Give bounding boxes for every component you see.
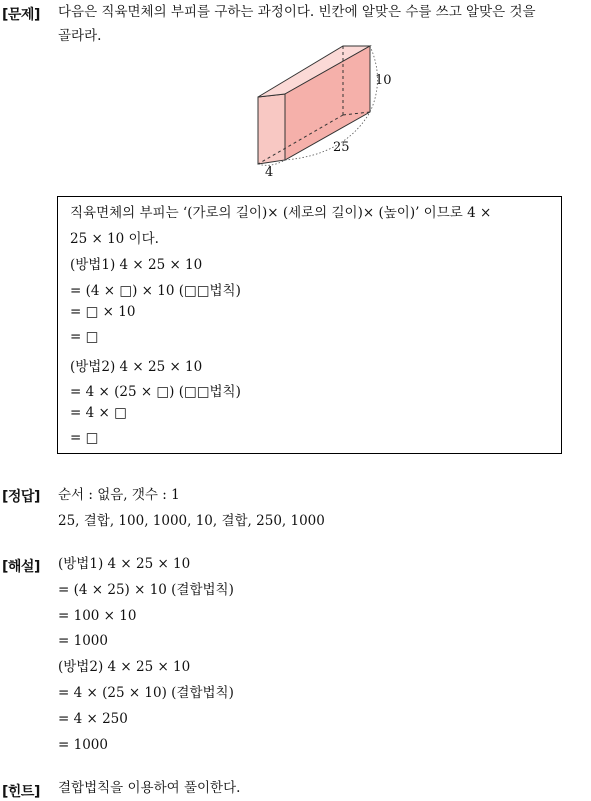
explanation-line: = 1000 xyxy=(58,737,108,753)
explanation-line: = (4 × 25) × 10 (결합법칙) xyxy=(58,582,234,598)
solution-box xyxy=(57,196,562,454)
explanation-line: = 1000 xyxy=(58,633,108,649)
cuboid-left-face xyxy=(258,94,285,164)
label-height: 10 xyxy=(375,73,392,88)
box-line: (방법2) 4 × 25 × 10 xyxy=(70,359,203,375)
label-width: 25 xyxy=(333,140,350,155)
explanation-line: (방법2) 4 × 25 × 10 xyxy=(58,659,191,675)
problem-text-line1: 다음은 직육면체의 부피를 구하는 과정이다. 빈칸에 알맞은 수를 쓰고 알맞은 것을 xyxy=(58,4,536,20)
box-line: = (4 × □) × 10 (□□법칙) xyxy=(70,283,241,299)
box-line: 25 × 10 이다. xyxy=(70,231,159,247)
box-line: = □ xyxy=(70,430,99,446)
box-line: = □ xyxy=(70,329,99,345)
explanation-tag: [해설] xyxy=(2,559,40,575)
box-line: = 4 × □ xyxy=(70,405,127,421)
explanation-line: = 100 × 10 xyxy=(58,608,137,624)
label-depth: 4 xyxy=(265,165,274,180)
cuboid-figure xyxy=(245,40,395,180)
box-line: = 4 × (25 × □) (□□법칙) xyxy=(70,384,241,400)
answer-tag: [정답] xyxy=(2,489,40,505)
explanation-line: = 4 × 250 xyxy=(58,711,128,727)
box-line: (방법1) 4 × 25 × 10 xyxy=(70,257,203,273)
explanation-line: (방법1) 4 × 25 × 10 xyxy=(58,556,191,572)
explanation-line: = 4 × (25 × 10) (결합법칙) xyxy=(58,685,234,701)
answer-line2: 25, 결합, 100, 1000, 10, 결합, 250, 1000 xyxy=(58,513,325,529)
box-line: 직육면체의 부피는 ‘(가로의 길이)× (세로의 길이)× (높이)’ 이므로 4 × xyxy=(70,205,492,221)
answer-line1: 순서 : 없음, 갯수 : 1 xyxy=(58,487,180,503)
hint-tag: [힌트] xyxy=(2,784,40,800)
box-line: = □ × 10 xyxy=(70,304,136,320)
problem-tag: [문제] xyxy=(2,7,40,23)
hint-text: 결합법칙을 이용하여 풀이한다. xyxy=(58,780,241,796)
problem-text-line2: 골라라. xyxy=(58,28,102,44)
